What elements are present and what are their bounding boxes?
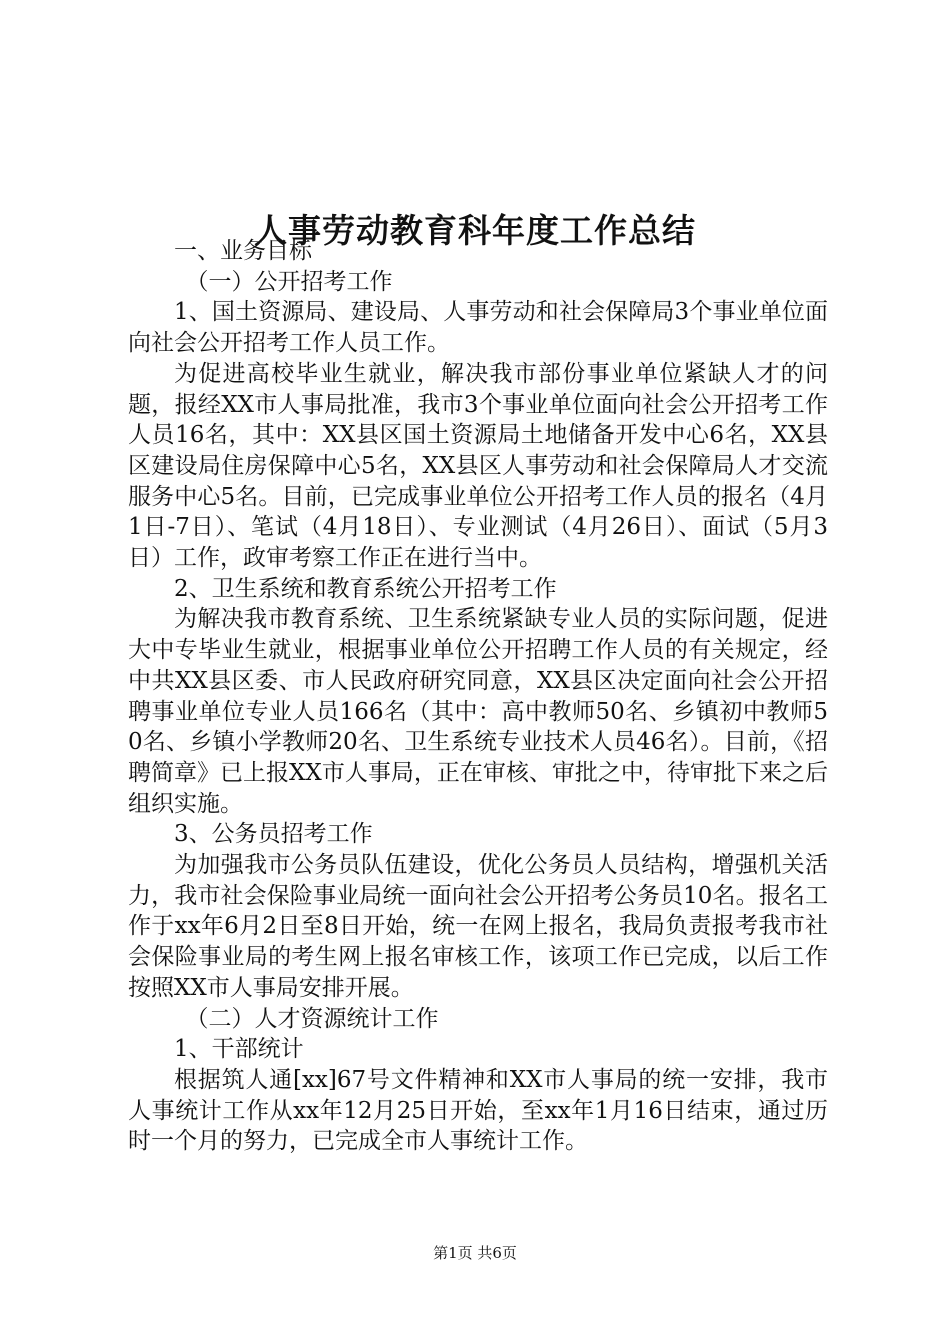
page-total: 共6页	[477, 1244, 517, 1262]
section-heading: 一、业务目标	[174, 238, 312, 264]
item-heading: 2、卫生系统和教育系统公开招考工作	[174, 575, 557, 602]
body-paragraph: 为解决我市教育系统、卫生系统紧缺专业人员的实际问题，促进大中专毕业生就业，根据事业单位公开招聘工作人员的有关规定，经中共XX县区委、市人民政府研究同意，XX县区决定面向社会公开招聘事业单位专业人员166名（其中：高中教师50名、乡镇初中教师50名、乡镇小学教师20名、卫生系统专业技术人员46名）。目前，《招聘简章》已上报XX市人事局，正在审核、审批之中，待审批下来之后组织实施。	[128, 606, 828, 817]
item-heading: 1、干部统计	[174, 1036, 304, 1063]
page-footer	[0, 1243, 950, 1263]
subsection-heading: （一）公开招考工作	[185, 268, 393, 295]
subsection-heading: （二）人才资源统计工作	[185, 1005, 439, 1032]
body-paragraph: 为加强我市公务员队伍建设，优化公务员人员结构，增强机关活力，我市社会保险事业局统一面向社会公开招考公务员10名。报名工作于xx年6月2日至8日开始，统一在网上报名，我局负责报考我市社会保险事业局的考生网上报名审核工作，该项工作已完成，以后工作按照XX市人事局安排开展。	[128, 852, 828, 1001]
body-paragraph: 为促进高校毕业生就业，解决我市部份事业单位紧缺人才的问题，报经XX市人事局批准，我市3个事业单位面向社会公开招考工作人员16名，其中：XX县区国土资源局土地储备开发中心6名，XX县区建设局住房保障中心5名，XX县区人事劳动和社会保障局人才交流服务中心5名。目前，已完成事业单位公开招考工作人员的报名（4月1日-7日）、笔试（4月18日）、专业测试（4月26日）、面试（5月3日）工作，政审考察工作正在进行当中。	[128, 360, 828, 572]
item-heading: 3、公务员招考工作	[174, 821, 373, 848]
page-number: 第1页	[433, 1244, 473, 1262]
document-body	[128, 236, 828, 1157]
body-paragraph: 根据筑人通[xx]67号文件精神和XX市人事局的统一安排，我市人事统计工作从xx年12月25日开始，至xx年1月16日结束，通过历时一个月的努力，已完成全市人事统计工作。	[128, 1066, 828, 1155]
item-heading: 1、国土资源局、建设局、人事劳动和社会保障局3个事业单位面向社会公开招考工作人员工作。	[128, 299, 828, 357]
document-title: 人事劳动教育科年度工作总结	[254, 211, 696, 251]
